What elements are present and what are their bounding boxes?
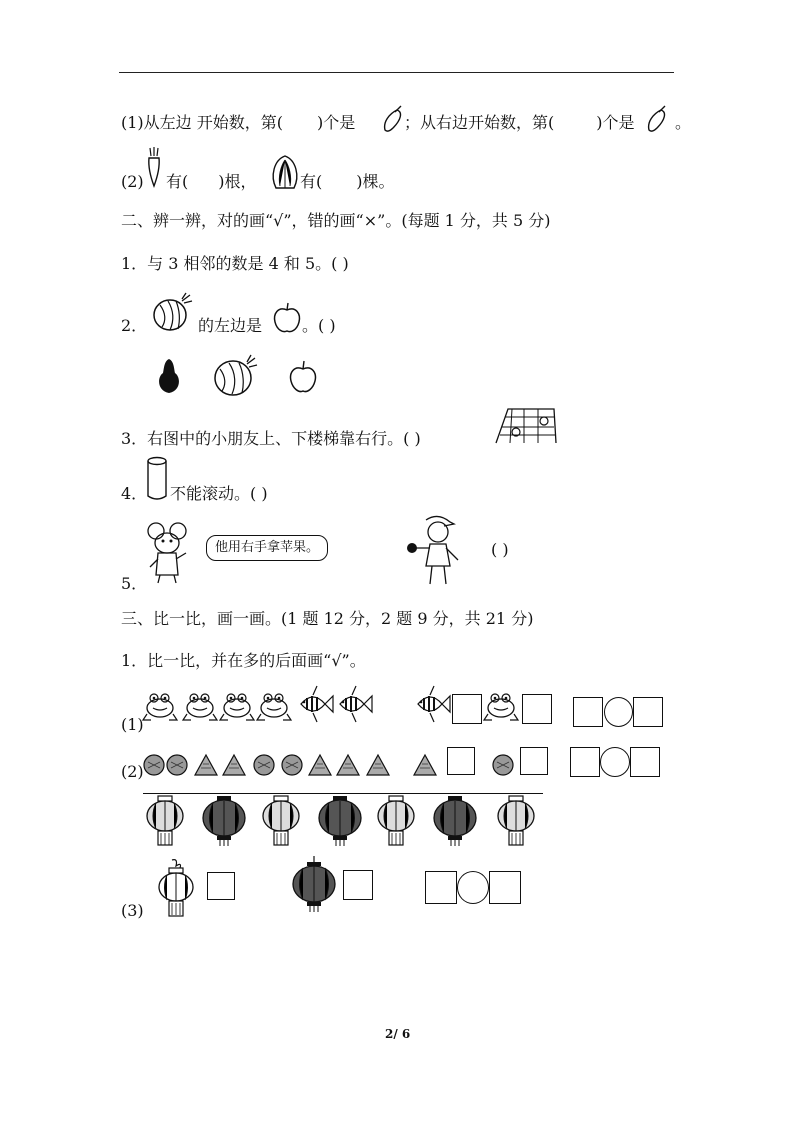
top-rule [119, 72, 674, 73]
lantern-dark-icon [202, 792, 246, 848]
section2-item2-num: 2． [121, 316, 148, 335]
triangle-icon [222, 754, 246, 778]
q1-line1-end: 。 [675, 113, 692, 132]
row3-answer-box-dark[interactable] [343, 870, 373, 900]
angelfish-icon [297, 686, 335, 724]
section2-item2-text: 的左边是 [198, 316, 263, 335]
row1-compare-circle[interactable] [604, 697, 633, 727]
lantern-dark-icon [433, 792, 477, 848]
disc-icon [166, 754, 190, 778]
section3-sub1: 1．比一比，并在多的后面画“√”。 [121, 651, 366, 670]
row2-compare-box-left[interactable] [570, 747, 600, 777]
q1-line1-blank-label: )个是 [317, 113, 356, 132]
apple-icon [288, 360, 318, 394]
q1-line2-has2: 有( [300, 172, 323, 191]
eggplant-icon [645, 104, 669, 134]
q1-line1-right-blank: )个是 [596, 113, 635, 132]
triangle-icon [413, 754, 437, 778]
row2-answer-box-disc[interactable] [520, 747, 548, 775]
row1-answer-box-frog[interactable] [522, 694, 552, 724]
frog-icon [257, 690, 295, 728]
triangle-icon [336, 754, 360, 778]
speech-bubble [206, 535, 328, 561]
frog-icon [484, 690, 522, 728]
row3-compare-box-left[interactable] [425, 871, 457, 904]
section2-item2-paren: 。( ) [302, 316, 336, 335]
pear-icon [155, 357, 183, 395]
q1-line1-left: (1)从左边 开始数，第( [121, 113, 283, 132]
cabbage-icon [270, 152, 300, 190]
triangle-icon [308, 754, 332, 778]
disc-icon [253, 754, 277, 778]
row3-label: (3) [121, 901, 144, 920]
q1-line1-right-text: ；从右边开始数，第( [404, 113, 555, 132]
q1-line2-has1: 有( [166, 172, 189, 191]
boy-icon [404, 514, 464, 588]
row2-compare-circle[interactable] [600, 747, 630, 777]
section2-item4-text: 不能滚动。( ) [170, 484, 268, 503]
row3-answer-box-light[interactable] [207, 872, 235, 900]
frog-icon [220, 690, 258, 728]
section2-item5-num: 5． [121, 574, 148, 593]
page-number: 2/ 6 [385, 1027, 411, 1041]
row3-compare-circle[interactable] [457, 871, 489, 904]
q1-line2-text [166, 172, 257, 192]
q1-line1 [121, 113, 355, 133]
frog-icon [183, 690, 221, 728]
watermelon-icon [152, 293, 194, 333]
lantern-light-icon [496, 792, 536, 848]
row3-compare-box-right[interactable] [489, 871, 521, 904]
speech-bubble-text: 他用右手拿苹果。 [215, 540, 320, 555]
triangle-icon [194, 754, 218, 778]
frog-icon [143, 690, 181, 728]
angelfish-icon [336, 686, 374, 724]
q1-line1-right [404, 113, 635, 133]
cylinder-icon [146, 456, 168, 502]
row1-compare-box-left[interactable] [573, 697, 603, 727]
angelfish-icon [414, 686, 452, 724]
section2-item3: 3．右图中的小朋友上、下楼梯靠右行。( ) [121, 429, 421, 448]
row2-compare-box-right[interactable] [630, 747, 660, 777]
disc-icon [492, 754, 516, 778]
row2-label: (2) [121, 762, 144, 781]
radish-icon [145, 146, 163, 188]
section2-item1: 1．与 3 相邻的数是 4 和 5。( ) [121, 254, 349, 273]
lantern-light-icon [261, 792, 301, 848]
disc-icon [281, 754, 305, 778]
row2-answer-box-triangle[interactable] [447, 747, 475, 775]
lantern-light-icon [156, 860, 196, 918]
section2-heading: 二、辨一辨，对的画“√”，错的画“×”。(每题 1 分，共 5 分) [121, 211, 551, 230]
mouse-icon [146, 521, 198, 585]
section3-heading: 三、比一比，画一画。(1 题 12 分，2 题 9 分，共 21 分) [121, 609, 534, 628]
section2-item5-paren: ( ) [491, 540, 509, 559]
section2-item4-num: 4． [121, 484, 148, 503]
watermelon-icon [212, 355, 258, 397]
triangle-icon [366, 754, 390, 778]
q1-line2-gen: )根， [218, 172, 257, 191]
row1-label: (1) [121, 715, 144, 734]
apple-icon [272, 302, 302, 334]
eggplant-icon [381, 104, 405, 134]
disc-icon [143, 754, 167, 778]
stairs-icon [494, 405, 558, 445]
q1-line2-label: (2) [121, 172, 144, 191]
q1-line2-text2 [300, 172, 395, 192]
q1-line2-ke: )棵。 [356, 172, 395, 191]
row1-answer-box-fish[interactable] [452, 694, 482, 724]
lantern-dark-icon [290, 856, 338, 912]
lantern-dark-icon [318, 792, 362, 848]
lantern-light-icon [145, 792, 185, 848]
row1-compare-box-right[interactable] [633, 697, 663, 727]
lantern-light-icon [376, 792, 416, 848]
